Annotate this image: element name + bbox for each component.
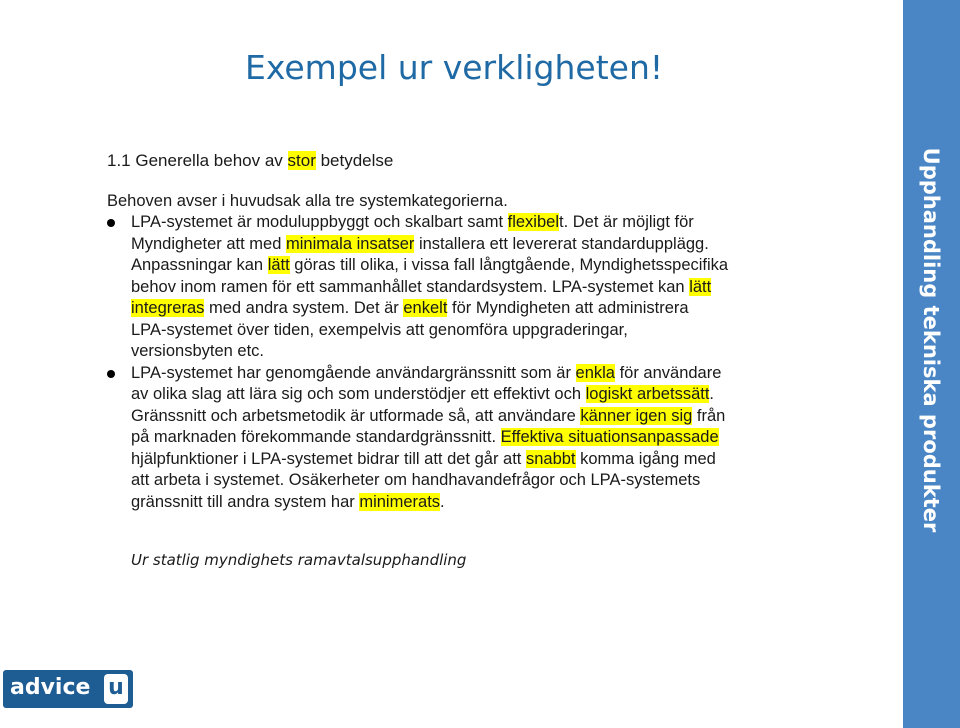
bullet-line (131, 406, 807, 428)
sidebar-text: Upphandling tekniska produkter (919, 147, 943, 533)
bullet-line (131, 234, 807, 256)
bullet-text: gränssnitt till andra system har (131, 492, 360, 511)
bullet-item (107, 363, 807, 514)
bullet-line (131, 212, 807, 234)
section-heading-highlight: stor (287, 151, 316, 170)
bullet-text: behov inom ramen för ett sammanhållet standardsystem. LPA-systemet kan (131, 277, 690, 296)
bullet-line (131, 492, 807, 514)
highlighted-text: minimala insatser (286, 234, 415, 253)
bullet-text: Myndigheter att med (131, 234, 286, 253)
slide-title: Exempel ur verkligheten! (245, 48, 664, 87)
bullet-line (131, 277, 807, 299)
bullet-dot-icon (107, 219, 115, 227)
bullet-text: på marknaden förekommande standardgränssnitt. (131, 428, 501, 446)
highlighted-text: enkla (575, 363, 615, 382)
bullet-line (131, 341, 807, 363)
bullet-line (131, 320, 807, 342)
bullet-text: av olika slag att lära sig och som understödjer ett effektivt och (131, 385, 586, 403)
advice-u-logo (3, 670, 133, 708)
highlighted-text: minimerats (359, 492, 441, 511)
bullet-text: med andra system. Det är (204, 299, 404, 317)
bullet-text: göras till olika, i vissa fall långtgående, Myndighetsspecifika (289, 256, 729, 274)
bullet-line (131, 384, 807, 406)
bullet-text: Gränssnitt och arbetsmetodik är utformade så, att användare (131, 406, 581, 425)
bullet-text: . (709, 385, 715, 403)
section-heading (107, 151, 393, 171)
intro-text: Behoven avser i huvudsak alla tre systemkategorierna. (107, 192, 508, 210)
bullet-text: komma igång med (575, 449, 716, 468)
highlighted-text: känner igen sig (580, 406, 693, 425)
highlighted-text: integreras (131, 299, 205, 317)
bullet-text: för Myndigheten att administrera (447, 299, 689, 317)
section-heading-post: betydelse (315, 151, 394, 170)
bullet-line (131, 298, 807, 320)
bullet-line (131, 363, 807, 385)
highlighted-text: logiskt arbetssätt (585, 385, 710, 403)
source-caption: Ur statlig myndighets ramavtalsupphandling (131, 551, 467, 569)
bullet-line (131, 470, 807, 492)
bullet-text: hjälpfunktioner i LPA-systemet bidrar till att det går att (131, 449, 526, 468)
bullet-text: installera ett levererat standardupplägg. (414, 234, 709, 253)
bullet-text: versionsbyten etc. (131, 342, 264, 360)
bullet-item (107, 212, 807, 363)
bullet-text: för användare (614, 363, 722, 382)
bullet-line (131, 449, 807, 471)
bullet-line (131, 255, 807, 277)
bullet-text: LPA-systemet har genomgående användargränssnitt som är (131, 363, 576, 382)
bullet-text: t. Det är möjligt för (559, 213, 694, 231)
bullet-line (131, 427, 807, 449)
bullet-dot-icon (107, 370, 115, 378)
bullet-text: att arbeta i systemet. Osäkerheter om handhavandefrågor och LPA-systemets (131, 471, 701, 489)
bullet-list (107, 212, 807, 513)
highlighted-text: lätt (267, 256, 290, 274)
bullet-text: LPA-systemet är moduluppbyggt och skalbart samt (131, 213, 508, 231)
logo-letter-u: u (104, 674, 128, 704)
highlighted-text: Effektiva situationsanpassade (500, 428, 719, 446)
highlighted-text: flexibel (507, 213, 559, 231)
bullet-text: Anpassningar kan (131, 256, 268, 274)
sidebar-band (903, 0, 960, 728)
section-heading-pre: 1.1 Generella behov av (107, 151, 288, 170)
highlighted-text: snabbt (525, 449, 576, 468)
bullet-text: från (692, 406, 726, 425)
logo-text: advice (10, 675, 91, 700)
highlighted-text: enkelt (403, 299, 448, 317)
highlighted-text: lätt (689, 277, 712, 296)
bullet-text: . (440, 492, 445, 511)
bullet-text: LPA-systemet över tiden, exempelvis att genomföra uppgraderingar, (131, 320, 628, 339)
